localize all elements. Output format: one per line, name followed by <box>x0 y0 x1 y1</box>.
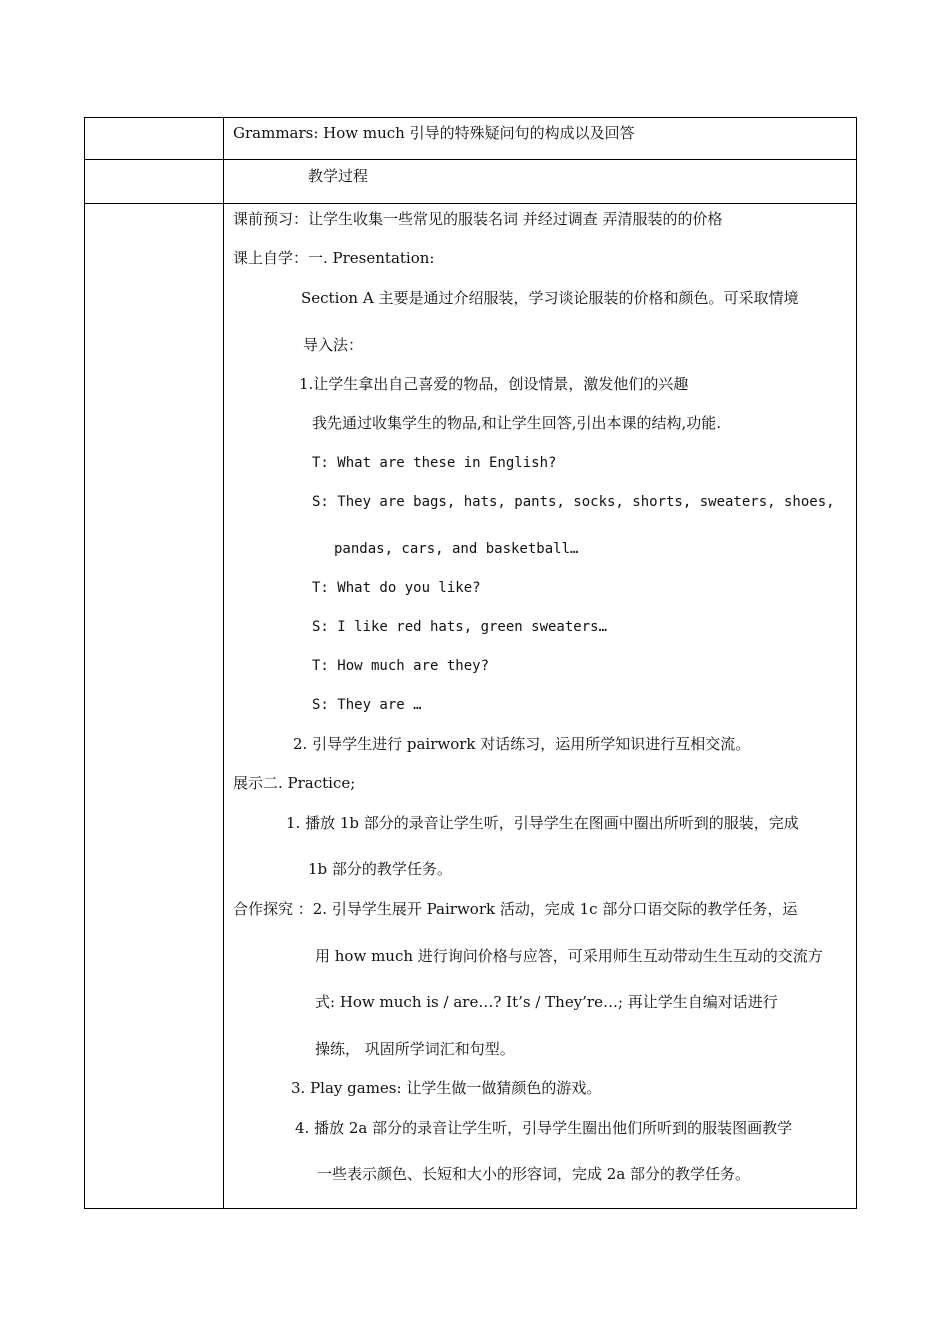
text-line: 一些表示颜色、长短和大小的形容词，完成 2a 部分的教学任务。 <box>317 1165 751 1183</box>
text-line: 1.让学生拿出自己喜爱的物品，创设情景，激发他们的兴趣 <box>299 375 689 393</box>
text-line: 3. Play games: 让学生做一做猜颜色的游戏。 <box>291 1079 602 1097</box>
text-line: 合作探究 ：2. 引导学生展开 Pairwork 活动，完成 1c 部分口语交际的教学任务，运 <box>233 900 798 918</box>
section-heading: 教学过程 <box>308 167 369 185</box>
lesson-body <box>224 204 856 1208</box>
dialog-line: S: I like red hats, green sweaters… <box>312 619 608 635</box>
right-cell <box>224 204 857 1209</box>
dialog-line: S: They are … <box>312 697 422 713</box>
dialog-line: pandas, cars, and basketball… <box>334 541 579 557</box>
table-row <box>85 204 857 1209</box>
right-cell <box>224 160 857 204</box>
grammar-line: Grammars: How much 引导的特殊疑问句的构成以及回答 <box>233 124 635 142</box>
left-cell <box>85 204 224 1209</box>
table-row <box>85 160 857 204</box>
text-line: 1. 播放 1b 部分的录音让学生听，引导学生在图画中圈出所听到的服装，完成 <box>286 814 799 832</box>
text-line: 课前预习：让学生收集一些常见的服装名词 并经过调查 弄清服装的的价格 <box>233 210 723 228</box>
right-cell <box>224 118 857 160</box>
text-line: 课上自学：一. Presentation: <box>233 249 435 267</box>
text-line: 1b 部分的教学任务。 <box>308 860 452 878</box>
text-line: 我先通过收集学生的物品,和让学生回答,引出本课的结构,功能. <box>312 414 722 432</box>
dialog-line: T: What are these in English? <box>312 455 557 471</box>
lesson-plan-table <box>84 117 857 1209</box>
table-row <box>85 118 857 160</box>
text-line: 用 how much 进行询问价格与应答，可采用师生互动带动生生互动的交流方 <box>315 947 823 965</box>
text-line: 导入法： <box>303 336 364 354</box>
dialog-line: S: They are bags, hats, pants, socks, shorts, sweaters, shoes, <box>312 494 835 510</box>
text-line: Section A 主要是通过介绍服装，学习谈论服装的价格和颜色。可采取情境 <box>301 289 799 307</box>
text-line: 操练， 巩固所学词汇和句型。 <box>315 1040 515 1058</box>
text-line: 式: How much is / are…? It’s / They’re…; 再让学生自编对话进行 <box>315 993 778 1011</box>
text-line: 2. 引导学生进行 pairwork 对话练习，运用所学知识进行互相交流。 <box>293 735 751 753</box>
dialog-line: T: What do you like? <box>312 580 481 596</box>
text-line: 4. 播放 2a 部分的录音让学生听，引导学生圈出他们所听到的服装图画教学 <box>295 1119 793 1137</box>
left-cell <box>85 160 224 204</box>
left-cell <box>85 118 224 160</box>
dialog-line: T: How much are they? <box>312 658 490 674</box>
text-line: 展示二. Practice; <box>233 774 356 792</box>
